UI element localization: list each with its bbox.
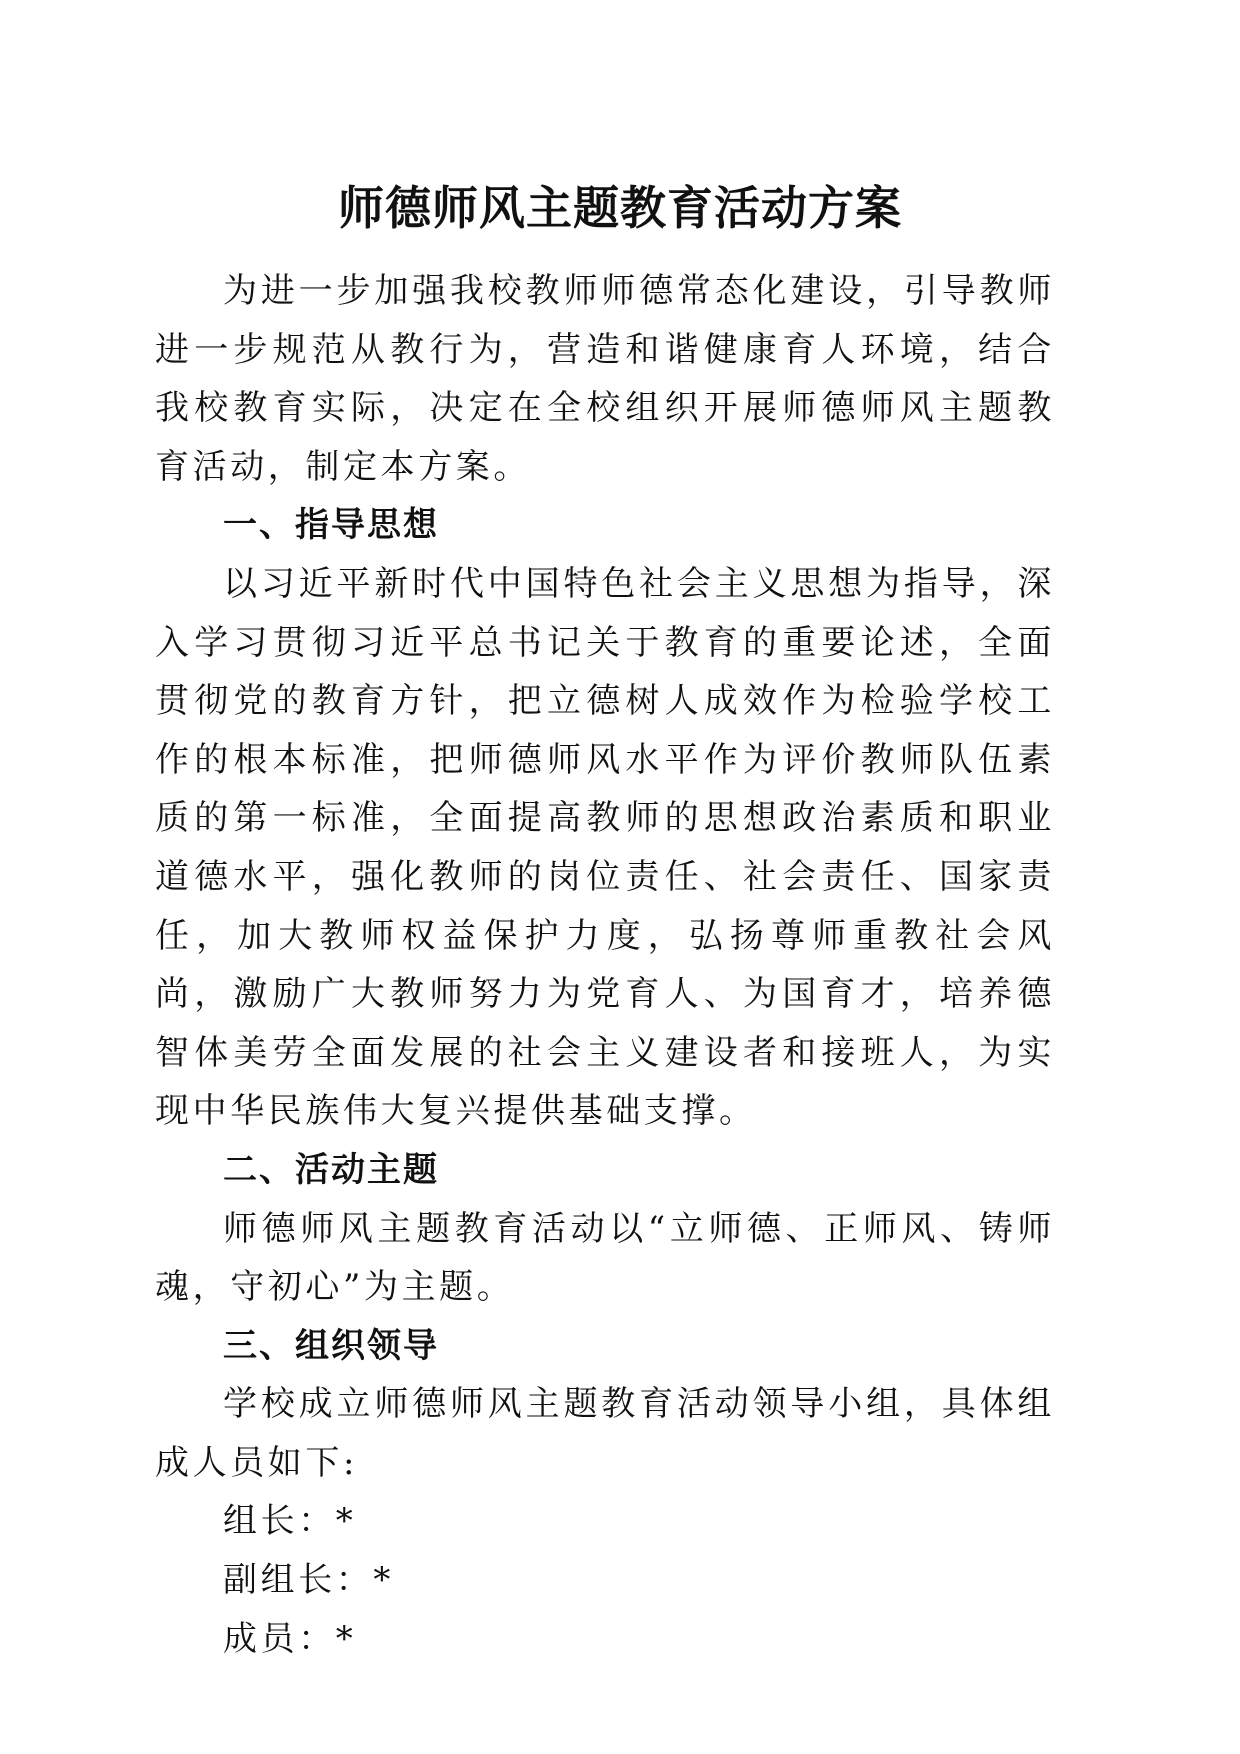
intro-paragraph: 为进一步加强我校教师师德常态化建设，引导教师进一步规范从教行为，营造和谐健康育人环境，结合我校教育实际，决定在全校组织开展师德师风主题教育活动，制定本方案。 (155, 271, 1055, 487)
member-leader: 组长：* (223, 1501, 357, 1542)
section-body-organization: 学校成立师德师风主题教育活动领导小组，具体组成人员如下: (155, 1384, 1055, 1483)
section-heading-activity-theme: 二、活动主题 (223, 1149, 439, 1190)
member-members: 成员：* (223, 1618, 357, 1659)
document-title: 师德师风主题教育活动方案 (338, 181, 902, 235)
section-body-guiding-ideology: 以习近平新时代中国特色社会主义思想为指导，深入学习贯彻习近平总书记关于教育的重要论述，全面贯彻党的教育方针，把立德树人成效作为检验学校工作的根本标准，把师德师风水平作为评价教师队伍素质的第一标准，全面提高教师的思想政治素质和职业道德水平，强化教师的岗位责任、社会责任、国家责任，加大教师权益保护力度，弘扬尊师重教社会风尚，激励广大教师努力为党育人、为国育才，培养德智体美劳全面发展的社会主义建设者和接班人，为实现中华民族伟大复兴提供基础支撑。 (155, 563, 1055, 1132)
member-deputy-leader: 副组长：* (223, 1560, 394, 1601)
section-body-activity-theme: 师德师风主题教育活动以“立师德、正师风、铸师魂，守初心”为主题。 (155, 1208, 1055, 1308)
section-heading-guiding-ideology: 一、指导思想 (223, 505, 439, 546)
section-heading-organization: 三、组织领导 (223, 1325, 439, 1366)
document-body (155, 262, 1055, 1668)
